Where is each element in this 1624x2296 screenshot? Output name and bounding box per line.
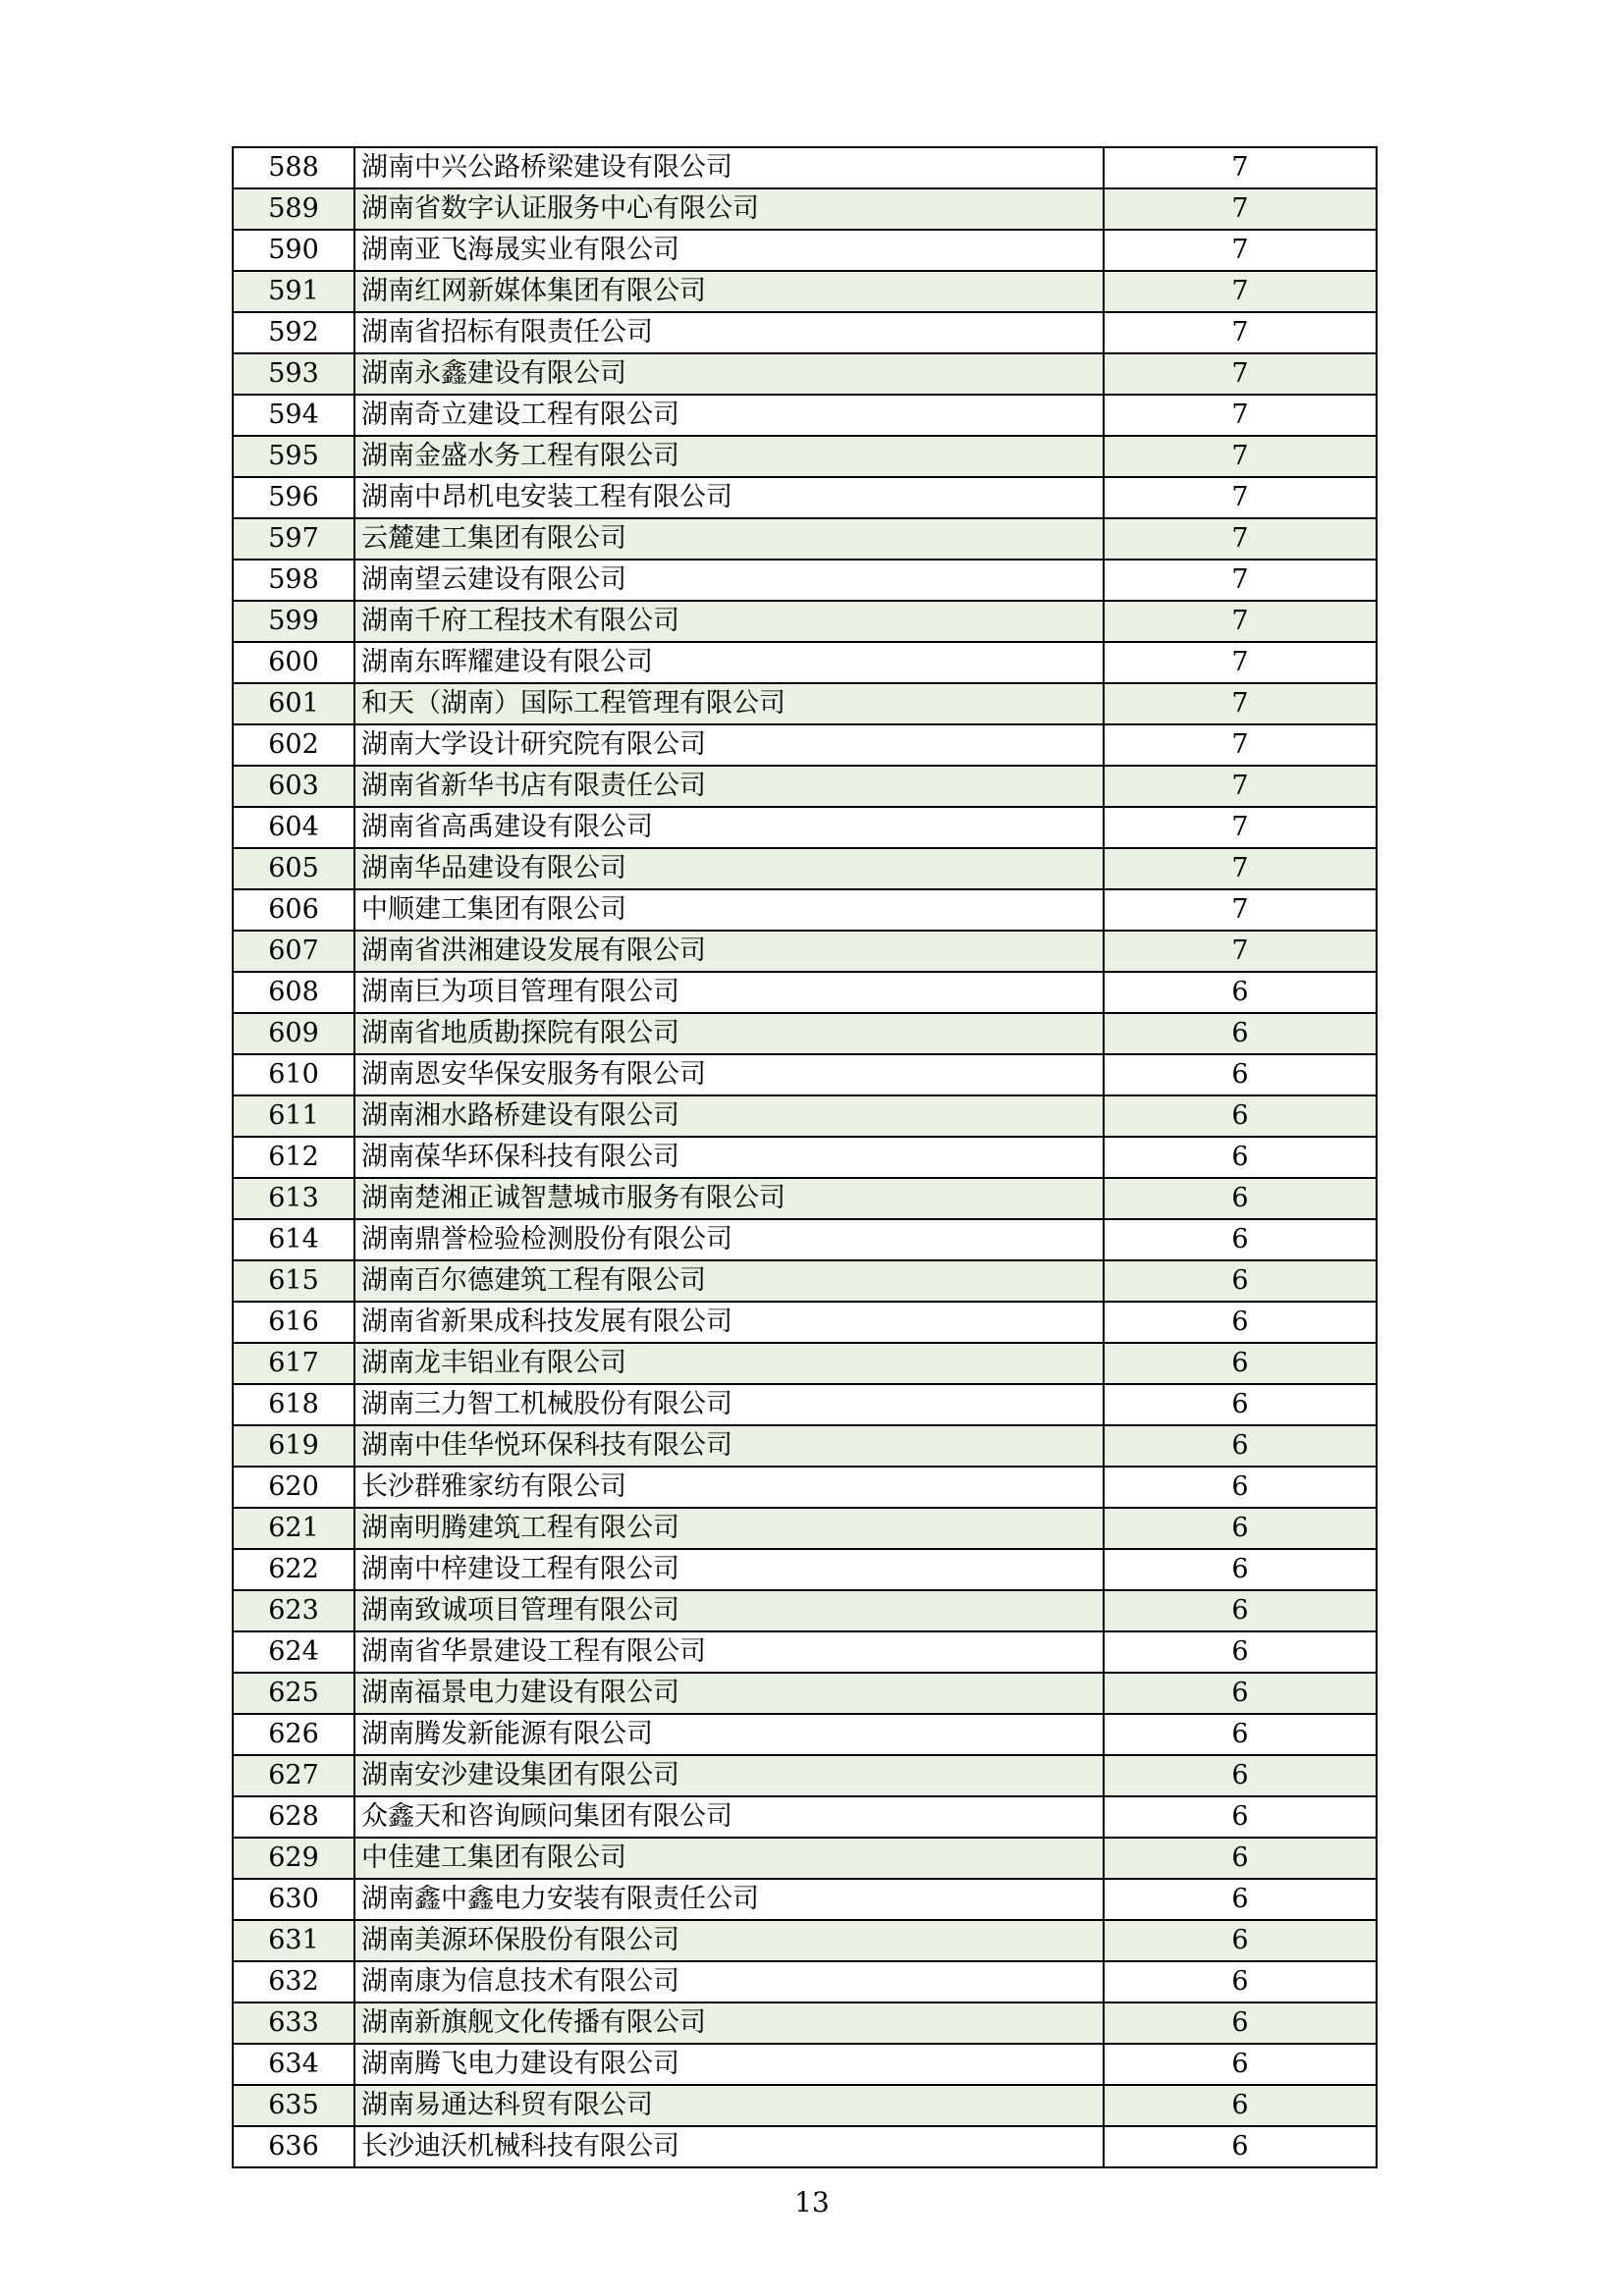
- count-cell: 6: [1104, 1384, 1377, 1425]
- rank-number-cell: 611: [233, 1095, 354, 1137]
- count-cell: 6: [1104, 1549, 1377, 1590]
- count-cell: 7: [1104, 188, 1377, 230]
- rank-number-cell: 623: [233, 1590, 354, 1631]
- company-name-cell: 湖南中佳华悦环保科技有限公司: [354, 1425, 1104, 1467]
- company-name-cell: 湖南康为信息技术有限公司: [354, 1961, 1104, 2002]
- rank-number-cell: 598: [233, 560, 354, 601]
- count-cell: 6: [1104, 1219, 1377, 1260]
- rank-number-cell: 600: [233, 642, 354, 683]
- table-row: [233, 1796, 1377, 1838]
- count-cell: 7: [1104, 518, 1377, 560]
- table-row: [233, 1755, 1377, 1796]
- rank-number-cell: 627: [233, 1755, 354, 1796]
- company-name-cell: 湖南明腾建筑工程有限公司: [354, 1508, 1104, 1549]
- company-name-cell: 湖南鑫中鑫电力安装有限责任公司: [354, 1879, 1104, 1920]
- count-cell: 7: [1104, 642, 1377, 683]
- rank-number-cell: 617: [233, 1343, 354, 1384]
- company-name-cell: 湖南中梓建设工程有限公司: [354, 1549, 1104, 1590]
- company-name-cell: 湖南华品建设有限公司: [354, 848, 1104, 889]
- table-row: [233, 642, 1377, 683]
- count-cell: 6: [1104, 1508, 1377, 1549]
- rank-number-cell: 613: [233, 1178, 354, 1219]
- rank-number-cell: 614: [233, 1219, 354, 1260]
- rank-number-cell: 634: [233, 2044, 354, 2085]
- count-cell: 6: [1104, 1467, 1377, 1508]
- company-name-cell: 中佳建工集团有限公司: [354, 1838, 1104, 1879]
- rank-number-cell: 616: [233, 1302, 354, 1343]
- table-row: [233, 1590, 1377, 1631]
- table-row: [233, 1508, 1377, 1549]
- table-row: [233, 2044, 1377, 2085]
- rank-number-cell: 633: [233, 2002, 354, 2044]
- table-row: [233, 1095, 1377, 1137]
- table-row: [233, 353, 1377, 395]
- count-cell: 7: [1104, 230, 1377, 271]
- count-cell: 6: [1104, 1425, 1377, 1467]
- table-row: [233, 1260, 1377, 1302]
- table-row: [233, 1054, 1377, 1095]
- count-cell: 6: [1104, 2002, 1377, 2044]
- rank-number-cell: 588: [233, 147, 354, 188]
- rank-number-cell: 607: [233, 931, 354, 972]
- company-name-cell: 湖南省地质勘探院有限公司: [354, 1013, 1104, 1054]
- count-cell: 7: [1104, 560, 1377, 601]
- rank-number-cell: 636: [233, 2126, 354, 2167]
- rank-number-cell: 609: [233, 1013, 354, 1054]
- company-name-cell: 和天（湖南）国际工程管理有限公司: [354, 683, 1104, 724]
- table-row: [233, 1631, 1377, 1673]
- table-row: [233, 889, 1377, 931]
- count-cell: 6: [1104, 1920, 1377, 1961]
- company-name-cell: 湖南巨为项目管理有限公司: [354, 972, 1104, 1013]
- rank-number-cell: 631: [233, 1920, 354, 1961]
- company-name-cell: 湖南湘水路桥建设有限公司: [354, 1095, 1104, 1137]
- rank-number-cell: 602: [233, 724, 354, 766]
- table-row: [233, 1673, 1377, 1714]
- company-name-cell: 湖南亚飞海晟实业有限公司: [354, 230, 1104, 271]
- rank-number-cell: 621: [233, 1508, 354, 1549]
- rank-number-cell: 606: [233, 889, 354, 931]
- table-row: [233, 724, 1377, 766]
- rank-number-cell: 601: [233, 683, 354, 724]
- rank-number-cell: 593: [233, 353, 354, 395]
- table-row: [233, 2085, 1377, 2126]
- company-name-cell: 中顺建工集团有限公司: [354, 889, 1104, 931]
- table-row: [233, 1425, 1377, 1467]
- count-cell: 7: [1104, 477, 1377, 518]
- company-name-cell: 湖南省洪湘建设发展有限公司: [354, 931, 1104, 972]
- table-row: [233, 1714, 1377, 1755]
- count-cell: 6: [1104, 1302, 1377, 1343]
- table-row: [233, 1178, 1377, 1219]
- rank-number-cell: 618: [233, 1384, 354, 1425]
- table-row: [233, 188, 1377, 230]
- rank-number-cell: 605: [233, 848, 354, 889]
- table-row: [233, 1838, 1377, 1879]
- table-row: [233, 1879, 1377, 1920]
- count-cell: 7: [1104, 889, 1377, 931]
- table-row: [233, 2002, 1377, 2044]
- count-cell: 7: [1104, 147, 1377, 188]
- company-name-cell: 长沙迪沃机械科技有限公司: [354, 2126, 1104, 2167]
- table-row: [233, 1549, 1377, 1590]
- company-name-cell: 湖南中昂机电安装工程有限公司: [354, 477, 1104, 518]
- count-cell: 7: [1104, 766, 1377, 807]
- rank-number-cell: 596: [233, 477, 354, 518]
- table-body: [233, 147, 1377, 2167]
- count-cell: 6: [1104, 1879, 1377, 1920]
- count-cell: 7: [1104, 395, 1377, 436]
- count-cell: 6: [1104, 1961, 1377, 2002]
- company-name-cell: 湖南省招标有限责任公司: [354, 312, 1104, 353]
- company-name-cell: 云麓建工集团有限公司: [354, 518, 1104, 560]
- count-cell: 6: [1104, 1260, 1377, 1302]
- company-name-cell: 湖南福景电力建设有限公司: [354, 1673, 1104, 1714]
- company-name-cell: 湖南美源环保股份有限公司: [354, 1920, 1104, 1961]
- rank-number-cell: 589: [233, 188, 354, 230]
- count-cell: 7: [1104, 931, 1377, 972]
- count-cell: 6: [1104, 1590, 1377, 1631]
- rank-number-cell: 628: [233, 1796, 354, 1838]
- table-row: [233, 683, 1377, 724]
- count-cell: 6: [1104, 1631, 1377, 1673]
- table-row: [233, 477, 1377, 518]
- count-cell: 6: [1104, 1054, 1377, 1095]
- rank-number-cell: 629: [233, 1838, 354, 1879]
- rank-number-cell: 595: [233, 436, 354, 477]
- table-row: [233, 1013, 1377, 1054]
- company-name-cell: 湖南千府工程技术有限公司: [354, 601, 1104, 642]
- table-row: [233, 230, 1377, 271]
- count-cell: 6: [1104, 1013, 1377, 1054]
- company-name-cell: 湖南新旗舰文化传播有限公司: [354, 2002, 1104, 2044]
- rank-number-cell: 591: [233, 271, 354, 312]
- rank-number-cell: 626: [233, 1714, 354, 1755]
- company-name-cell: 湖南腾飞电力建设有限公司: [354, 2044, 1104, 2085]
- table-row: [233, 560, 1377, 601]
- rank-number-cell: 603: [233, 766, 354, 807]
- company-name-cell: 湖南金盛水务工程有限公司: [354, 436, 1104, 477]
- rank-number-cell: 604: [233, 807, 354, 848]
- rank-number-cell: 619: [233, 1425, 354, 1467]
- table-row: [233, 1302, 1377, 1343]
- table-row: [233, 1384, 1377, 1425]
- table-row: [233, 972, 1377, 1013]
- count-cell: 6: [1104, 1673, 1377, 1714]
- rank-number-cell: 597: [233, 518, 354, 560]
- table-row: [233, 1137, 1377, 1178]
- company-name-cell: 湖南楚湘正诚智慧城市服务有限公司: [354, 1178, 1104, 1219]
- count-cell: 6: [1104, 1343, 1377, 1384]
- company-name-cell: 长沙群雅家纺有限公司: [354, 1467, 1104, 1508]
- rank-number-cell: 612: [233, 1137, 354, 1178]
- table-row: [233, 1219, 1377, 1260]
- count-cell: 7: [1104, 436, 1377, 477]
- company-name-cell: 湖南鼎誉检验检测股份有限公司: [354, 1219, 1104, 1260]
- company-name-cell: 湖南大学设计研究院有限公司: [354, 724, 1104, 766]
- count-cell: 6: [1104, 1796, 1377, 1838]
- table-row: [233, 601, 1377, 642]
- count-cell: 7: [1104, 271, 1377, 312]
- table-row: [233, 931, 1377, 972]
- company-name-cell: 湖南省高禹建设有限公司: [354, 807, 1104, 848]
- rank-number-cell: 632: [233, 1961, 354, 2002]
- company-name-cell: 湖南致诚项目管理有限公司: [354, 1590, 1104, 1631]
- company-name-cell: 湖南东晖耀建设有限公司: [354, 642, 1104, 683]
- company-name-cell: 湖南腾发新能源有限公司: [354, 1714, 1104, 1755]
- table-row: [233, 1467, 1377, 1508]
- table-row: [233, 518, 1377, 560]
- table-row: [233, 1920, 1377, 1961]
- count-cell: 7: [1104, 312, 1377, 353]
- count-cell: 7: [1104, 353, 1377, 395]
- company-name-cell: 湖南省新果成科技发展有限公司: [354, 1302, 1104, 1343]
- rank-number-cell: 624: [233, 1631, 354, 1673]
- table-row: [233, 312, 1377, 353]
- table-row: [233, 766, 1377, 807]
- rank-number-cell: 615: [233, 1260, 354, 1302]
- count-cell: 6: [1104, 972, 1377, 1013]
- company-name-cell: 湖南望云建设有限公司: [354, 560, 1104, 601]
- company-name-cell: 湖南三力智工机械股份有限公司: [354, 1384, 1104, 1425]
- table-row: [233, 395, 1377, 436]
- count-cell: 6: [1104, 1755, 1377, 1796]
- count-cell: 7: [1104, 807, 1377, 848]
- count-cell: 7: [1104, 601, 1377, 642]
- rank-number-cell: 590: [233, 230, 354, 271]
- company-name-cell: 湖南省新华书店有限责任公司: [354, 766, 1104, 807]
- count-cell: 7: [1104, 848, 1377, 889]
- table-row: [233, 436, 1377, 477]
- page-number: 13: [794, 2186, 830, 2218]
- table-row: [233, 807, 1377, 848]
- count-cell: 6: [1104, 2085, 1377, 2126]
- company-name-cell: 湖南中兴公路桥梁建设有限公司: [354, 147, 1104, 188]
- rank-number-cell: 599: [233, 601, 354, 642]
- count-cell: 7: [1104, 683, 1377, 724]
- count-cell: 6: [1104, 1095, 1377, 1137]
- table-row: [233, 1343, 1377, 1384]
- company-name-cell: 湖南葆华环保科技有限公司: [354, 1137, 1104, 1178]
- company-name-cell: 湖南永鑫建设有限公司: [354, 353, 1104, 395]
- count-cell: 6: [1104, 1714, 1377, 1755]
- count-cell: 6: [1104, 2044, 1377, 2085]
- rank-number-cell: 630: [233, 1879, 354, 1920]
- table-row: [233, 147, 1377, 188]
- rank-number-cell: 635: [233, 2085, 354, 2126]
- table-row: [233, 1961, 1377, 2002]
- rank-number-cell: 625: [233, 1673, 354, 1714]
- rank-number-cell: 594: [233, 395, 354, 436]
- company-ranking-table: [232, 146, 1378, 2168]
- company-name-cell: 众鑫天和咨询顾问集团有限公司: [354, 1796, 1104, 1838]
- count-cell: 6: [1104, 1178, 1377, 1219]
- company-name-cell: 湖南易通达科贸有限公司: [354, 2085, 1104, 2126]
- rank-number-cell: 608: [233, 972, 354, 1013]
- table-row: [233, 2126, 1377, 2167]
- company-name-cell: 湖南安沙建设集团有限公司: [354, 1755, 1104, 1796]
- company-name-cell: 湖南省华景建设工程有限公司: [354, 1631, 1104, 1673]
- company-name-cell: 湖南红网新媒体集团有限公司: [354, 271, 1104, 312]
- company-name-cell: 湖南省数字认证服务中心有限公司: [354, 188, 1104, 230]
- rank-number-cell: 610: [233, 1054, 354, 1095]
- rank-number-cell: 592: [233, 312, 354, 353]
- company-name-cell: 湖南奇立建设工程有限公司: [354, 395, 1104, 436]
- company-name-cell: 湖南龙丰铝业有限公司: [354, 1343, 1104, 1384]
- rank-number-cell: 622: [233, 1549, 354, 1590]
- company-name-cell: 湖南恩安华保安服务有限公司: [354, 1054, 1104, 1095]
- rank-number-cell: 620: [233, 1467, 354, 1508]
- count-cell: 6: [1104, 2126, 1377, 2167]
- company-name-cell: 湖南百尔德建筑工程有限公司: [354, 1260, 1104, 1302]
- table-row: [233, 271, 1377, 312]
- table-row: [233, 848, 1377, 889]
- count-cell: 6: [1104, 1137, 1377, 1178]
- count-cell: 6: [1104, 1838, 1377, 1879]
- count-cell: 7: [1104, 724, 1377, 766]
